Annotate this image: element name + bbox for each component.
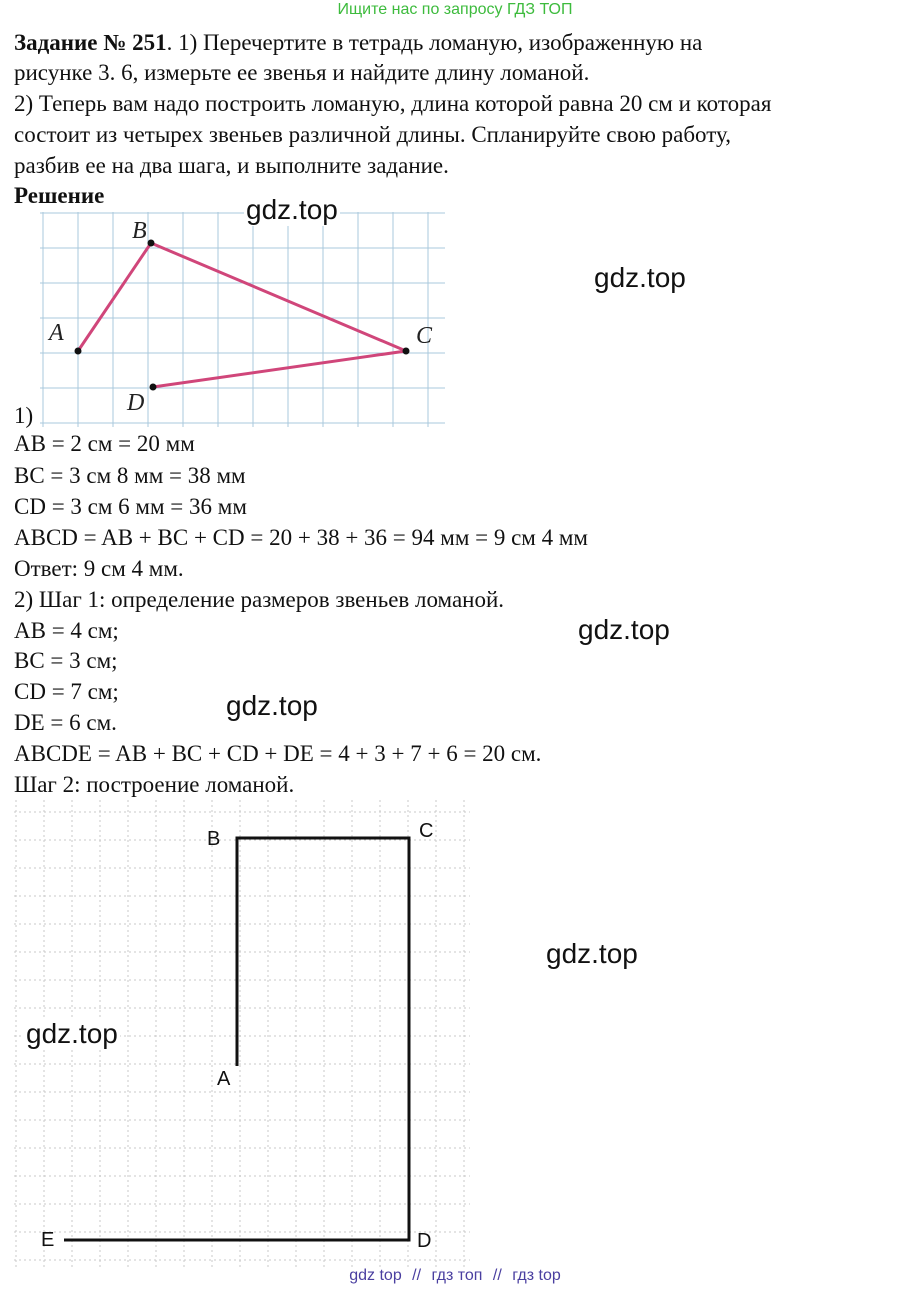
part1-total: ABCD = AB + BC + CD = 20 + 38 + 36 = 94 мм = 9 см 4 мм — [14, 525, 588, 550]
part1-label: 1) — [14, 403, 34, 428]
watermark-6: gdz.top — [26, 1018, 118, 1049]
solution-heading: Решение — [14, 183, 105, 208]
part1-cd: CD = 3 см 6 мм = 36 мм — [14, 494, 247, 519]
label2-c: C — [419, 820, 434, 842]
part1-answer: Ответ: 9 см 4 мм. — [14, 556, 184, 581]
task-line-1 — [14, 28, 702, 58]
part2-cd: CD = 7 см; — [14, 679, 119, 704]
watermark-4: gdz.top — [226, 690, 318, 721]
watermark-3: gdz.top — [578, 614, 670, 645]
part2-de: DE = 6 см. — [14, 710, 117, 735]
label2-a: A — [217, 1068, 231, 1090]
point-c — [403, 348, 410, 355]
label2-d: D — [417, 1230, 432, 1252]
bottom-sep-1: // — [412, 1267, 422, 1284]
figure-polyline-abcd — [40, 212, 445, 427]
bottom-link-1[interactable]: gdz top — [349, 1267, 402, 1284]
task-text-1: . 1) Перечертите в тетрадь ломаную, изображенную на — [166, 30, 703, 55]
task-line-3: 2) Теперь вам надо построить ломаную, длина которой равна 20 см и которая — [14, 91, 772, 116]
task-line-5: разбив ее на два шага, и выполните задание. — [14, 153, 449, 178]
label-c: C — [416, 323, 433, 349]
watermark-2: gdz.top — [594, 262, 686, 293]
top-banner[interactable]: Ищите нас по запросу ГДЗ ТОП — [337, 1, 573, 18]
part1-ab: AB = 2 см = 20 мм — [14, 431, 195, 456]
bottom-sep-2: // — [492, 1267, 502, 1284]
point-d — [150, 384, 157, 391]
label-d: D — [127, 390, 145, 416]
label-a: A — [49, 320, 64, 346]
label2-e: E — [41, 1229, 55, 1251]
part2-step2: Шаг 2: построение ломаной. — [14, 772, 295, 797]
watermark-1: gdz.top — [246, 194, 338, 225]
watermark-5: gdz.top — [546, 938, 638, 969]
polyline-abcd — [78, 243, 406, 387]
bottom-link-2[interactable]: гдз топ — [431, 1267, 483, 1284]
part1-bc: BC = 3 см 8 мм = 38 мм — [14, 463, 246, 488]
label2-b: B — [207, 828, 221, 850]
point-b — [148, 240, 155, 247]
bottom-link-3[interactable]: гдз top — [512, 1267, 561, 1284]
task-line-4: состоит из четырех звеньев различной длины. Спланируйте свою работу, — [14, 122, 731, 147]
label-b: B — [132, 218, 147, 244]
part2-total: ABCDE = AB + BC + CD + DE = 4 + 3 + 7 + 6 = 20 см. — [14, 741, 542, 766]
task-title: Задание № 251 — [14, 30, 167, 55]
part2-ab: AB = 4 см; — [14, 618, 119, 643]
part2-bc: BC = 3 см; — [14, 648, 118, 673]
point-a — [75, 348, 82, 355]
bottom-banner[interactable] — [0, 1267, 910, 1285]
part2-step1: 2) Шаг 1: определение размеров звеньев ломаной. — [14, 587, 505, 612]
task-line-2: рисунке 3. 6, измерьте ее звенья и найдите длину ломаной. — [14, 60, 590, 85]
